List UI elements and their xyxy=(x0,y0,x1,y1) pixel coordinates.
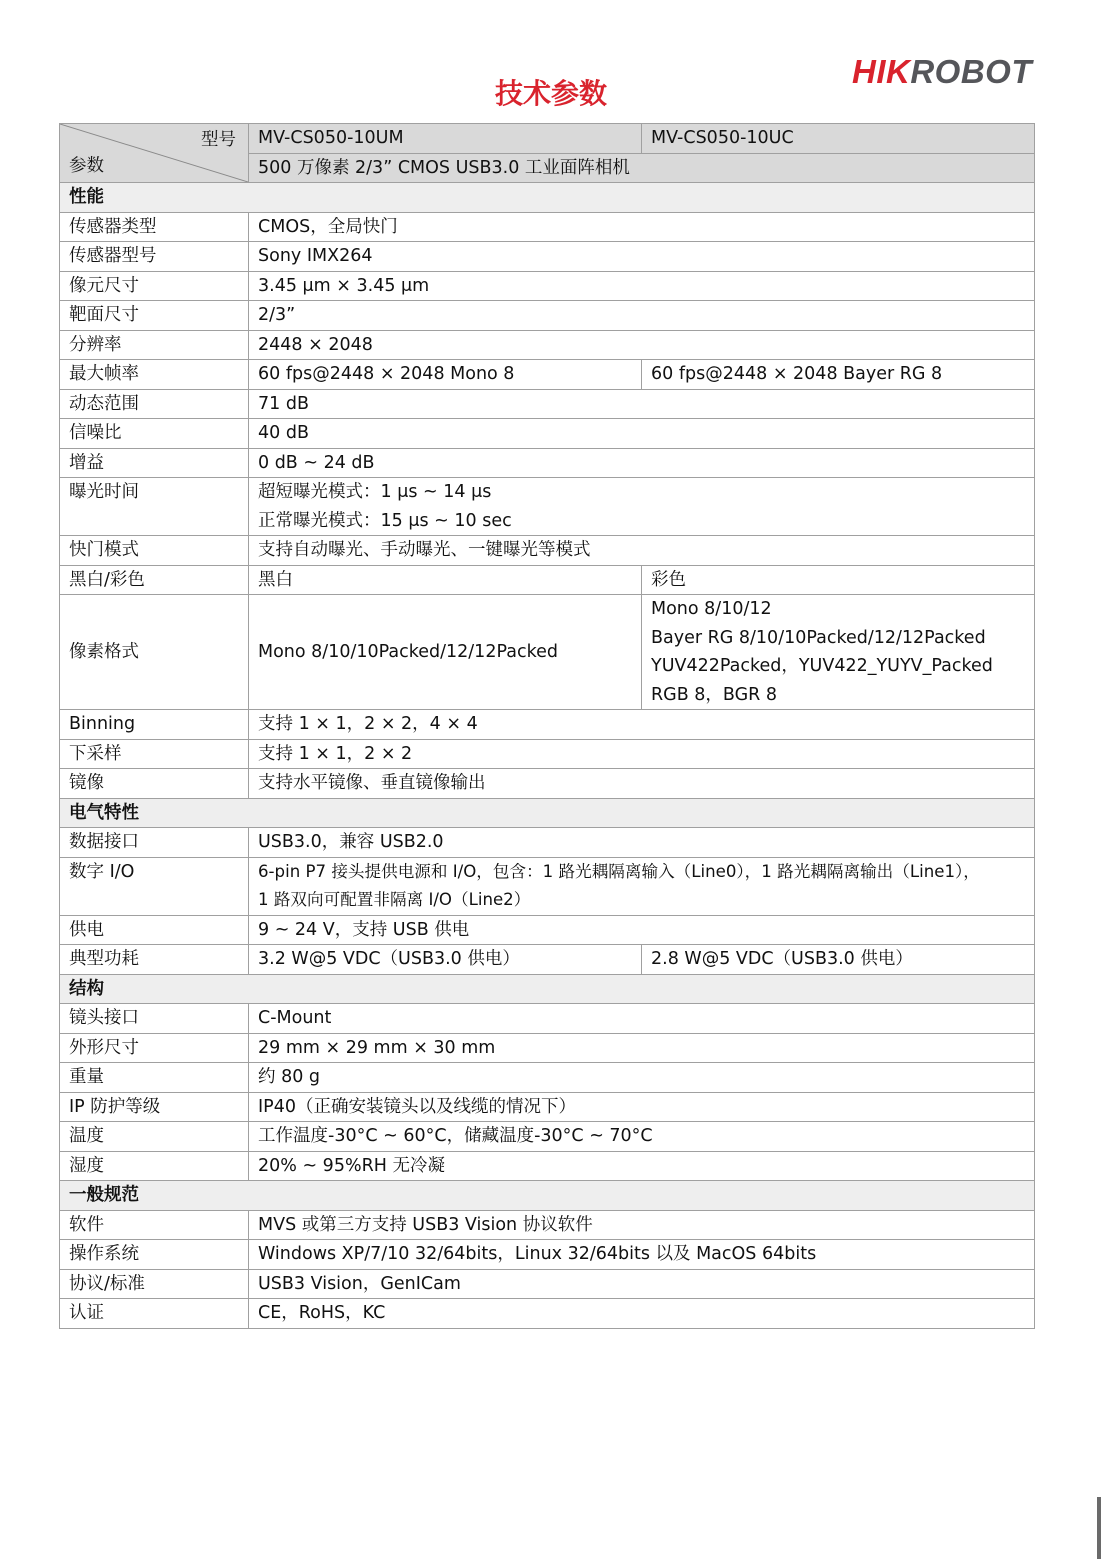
row-label: 典型功耗 xyxy=(60,945,249,975)
row-label: 镜像 xyxy=(60,769,249,799)
table-row xyxy=(60,419,1035,449)
pixel-format-uc-line: RGB 8，BGR 8 xyxy=(651,684,778,705)
row-value: Windows XP/7/10 32/64bits，Linux 32/64bits 以及 MacOS 64bits xyxy=(249,1240,1035,1270)
row-label: 数字 I/O xyxy=(60,857,249,915)
page-title: 技术参数 xyxy=(494,77,607,110)
table-row xyxy=(60,769,1035,799)
table-row xyxy=(60,1033,1035,1063)
page-edge-mark xyxy=(1097,1497,1101,1559)
row-value: 支持自动曝光、手动曝光、一键曝光等模式 xyxy=(249,536,1035,566)
row-value: Sony IMX264 xyxy=(249,242,1035,272)
row-value: 9 ~ 24 V，支持 USB 供电 xyxy=(249,915,1035,945)
row-value: 支持水平镜像、垂直镜像输出 xyxy=(249,769,1035,799)
row-label: 黑白/彩色 xyxy=(60,565,249,595)
row-label: 重量 xyxy=(60,1063,249,1093)
row-value-uc xyxy=(642,595,1035,710)
table-row xyxy=(60,945,1035,975)
row-value-um: Mono 8/10/10Packed/12/12Packed xyxy=(249,595,642,710)
section-general xyxy=(60,1181,1035,1211)
table-row xyxy=(60,828,1035,858)
row-value: IP40（正确安装镜头以及线缆的情况下） xyxy=(249,1092,1035,1122)
row-label: 传感器型号 xyxy=(60,242,249,272)
section-electrical xyxy=(60,798,1035,828)
table-row xyxy=(60,242,1035,272)
table-row xyxy=(60,915,1035,945)
row-value xyxy=(249,857,1035,915)
spec-table xyxy=(59,123,1035,1329)
row-value-uc: 2.8 W@5 VDC（USB3.0 供电） xyxy=(642,945,1035,975)
row-value-um: 黑白 xyxy=(249,565,642,595)
row-label: 靶面尺寸 xyxy=(60,301,249,331)
table-row xyxy=(60,595,1035,710)
pixel-format-uc-line: YUV422Packed，YUV422_YUYV_Packed xyxy=(651,656,993,676)
section-title: 电气特性 xyxy=(60,798,1035,828)
row-label: 镜头接口 xyxy=(60,1004,249,1034)
header-row-model xyxy=(60,124,1035,154)
row-label: 分辨率 xyxy=(60,330,249,360)
row-value: C-Mount xyxy=(249,1004,1035,1034)
row-value: 2448 × 2048 xyxy=(249,330,1035,360)
row-label: 下采样 xyxy=(60,739,249,769)
table-row xyxy=(60,389,1035,419)
table-row xyxy=(60,739,1035,769)
table-row xyxy=(60,1004,1035,1034)
table-row xyxy=(60,1269,1035,1299)
row-value-uc: 彩色 xyxy=(642,565,1035,595)
table-row xyxy=(60,301,1035,331)
table-row xyxy=(60,1092,1035,1122)
model-uc: MV-CS050-10UC xyxy=(642,124,1035,154)
table-row xyxy=(60,1240,1035,1270)
section-title: 结构 xyxy=(60,974,1035,1004)
row-value-um: 3.2 W@5 VDC（USB3.0 供电） xyxy=(249,945,642,975)
row-label: 数据接口 xyxy=(60,828,249,858)
row-value: 0 dB ~ 24 dB xyxy=(249,448,1035,478)
row-label: IP 防护等级 xyxy=(60,1092,249,1122)
row-value: 支持 1 × 1，2 × 2，4 × 4 xyxy=(249,710,1035,740)
table-row xyxy=(60,1151,1035,1181)
section-structure xyxy=(60,974,1035,1004)
row-label: 曝光时间 xyxy=(60,478,249,536)
pixel-format-uc-line: Bayer RG 8/10/10Packed/12/12Packed xyxy=(651,627,986,648)
row-label: 协议/标准 xyxy=(60,1269,249,1299)
table-row xyxy=(60,360,1035,390)
exposure-normal: 正常曝光模式：15 μs ~ 10 sec xyxy=(258,510,512,531)
model-label: 型号 xyxy=(201,130,236,150)
row-label: 操作系统 xyxy=(60,1240,249,1270)
row-label: Binning xyxy=(60,710,249,740)
row-value-uc: 60 fps@2448 × 2048 Bayer RG 8 xyxy=(642,360,1035,390)
row-label: 认证 xyxy=(60,1299,249,1329)
row-value: 71 dB xyxy=(249,389,1035,419)
row-value: 支持 1 × 1，2 × 2 xyxy=(249,739,1035,769)
row-value: 2/3” xyxy=(249,301,1035,331)
table-row xyxy=(60,1299,1035,1329)
table-row xyxy=(60,1210,1035,1240)
row-value xyxy=(249,478,1035,536)
row-label: 传感器类型 xyxy=(60,212,249,242)
row-value: MVS 或第三方支持 USB3 Vision 协议软件 xyxy=(249,1210,1035,1240)
model-um: MV-CS050-10UM xyxy=(249,124,642,154)
row-value: 3.45 μm × 3.45 μm xyxy=(249,271,1035,301)
row-label: 湿度 xyxy=(60,1151,249,1181)
exposure-ultra-short: 超短曝光模式：1 μs ~ 14 μs xyxy=(258,482,492,502)
table-row xyxy=(60,330,1035,360)
digital-io-line: 1 路双向可配置非隔离 I/O（Line2） xyxy=(258,890,531,909)
row-label: 外形尺寸 xyxy=(60,1033,249,1063)
row-value: 20% ~ 95%RH 无冷凝 xyxy=(249,1151,1035,1181)
section-title: 一般规范 xyxy=(60,1181,1035,1211)
table-row xyxy=(60,710,1035,740)
row-value: 40 dB xyxy=(249,419,1035,449)
table-row xyxy=(60,536,1035,566)
table-row xyxy=(60,212,1035,242)
section-title: 性能 xyxy=(60,183,1035,213)
section-performance xyxy=(60,183,1035,213)
row-label: 像元尺寸 xyxy=(60,271,249,301)
row-label: 供电 xyxy=(60,915,249,945)
row-value-um: 60 fps@2448 × 2048 Mono 8 xyxy=(249,360,642,390)
row-label: 信噪比 xyxy=(60,419,249,449)
table-row xyxy=(60,1063,1035,1093)
row-value: 29 mm × 29 mm × 30 mm xyxy=(249,1033,1035,1063)
row-value: 约 80 g xyxy=(249,1063,1035,1093)
row-label: 软件 xyxy=(60,1210,249,1240)
row-value: USB3.0，兼容 USB2.0 xyxy=(249,828,1035,858)
row-label: 增益 xyxy=(60,448,249,478)
row-label: 快门模式 xyxy=(60,536,249,566)
table-row xyxy=(60,857,1035,915)
table-row xyxy=(60,271,1035,301)
row-label: 动态范围 xyxy=(60,389,249,419)
table-row xyxy=(60,448,1035,478)
product-description: 500 万像素 2/3” CMOS USB3.0 工业面阵相机 xyxy=(249,153,1035,183)
row-value: CE，RoHS，KC xyxy=(249,1299,1035,1329)
pixel-format-uc-line: Mono 8/10/12 xyxy=(651,599,772,619)
param-label: 参数 xyxy=(69,156,104,176)
row-value: 工作温度-30°C ~ 60°C，储藏温度-30°C ~ 70°C xyxy=(249,1122,1035,1152)
hikrobot-logo: HIKROBOT xyxy=(852,53,1033,90)
table-row xyxy=(60,478,1035,536)
table-row xyxy=(60,565,1035,595)
row-label: 温度 xyxy=(60,1122,249,1152)
row-value: USB3 Vision，GenICam xyxy=(249,1269,1035,1299)
row-value: CMOS，全局快门 xyxy=(249,212,1035,242)
digital-io-line: 6-pin P7 接头提供电源和 I/O，包含：1 路光耦隔离输入（Line0），1 路光耦隔离输出（Line1）， xyxy=(258,861,980,881)
diagonal-header-cell xyxy=(60,124,249,183)
table-row xyxy=(60,1122,1035,1152)
row-label: 最大帧率 xyxy=(60,360,249,390)
row-label: 像素格式 xyxy=(60,595,249,710)
